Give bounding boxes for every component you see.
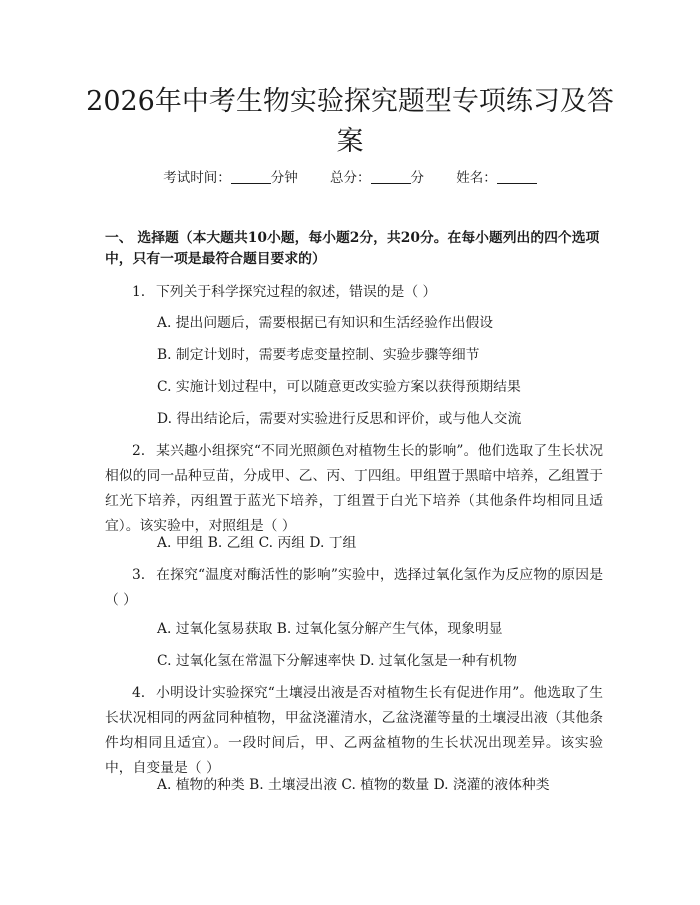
total-score-field <box>330 170 428 186</box>
question-number: 4. <box>132 685 146 701</box>
question-1-option-c: C. 实施计划过程中，可以随意更改实验方案以获得预期结果 <box>157 379 521 395</box>
question-1 <box>105 280 603 305</box>
question-stem: 小明设计实验探究“土壤浸出液是否对植物生长有促进作用”。他选取了生长状况相同的两盆同种植物，甲盆浇灌清水，乙盆浇灌等量的土壤浸出液（其他条件均相同且适宜）。一段时间后，甲、乙两盆植物的生长状况出现差异。该实验中，自变量是（ ） <box>105 685 603 776</box>
question-2 <box>105 439 603 539</box>
question-number: 3. <box>132 567 146 583</box>
exam-time-field <box>163 170 302 186</box>
total-score-unit: 分 <box>410 170 424 186</box>
question-2-options: A. 甲组 B. 乙组 C. 丙组 D. 丁组 <box>157 535 357 551</box>
total-score-label: 总分： <box>330 170 371 186</box>
question-number: 1. <box>132 284 146 300</box>
question-1-option-a: A. 提出问题后，需要根据已有知识和生活经验作出假设 <box>157 315 494 331</box>
question-number: 2. <box>132 443 146 459</box>
section-heading: 一、 选择题（本大题共10小题，每小题2分，共20分。在每小题列出的四个选项中，只有一项是最符合题目要求的） <box>105 230 600 267</box>
question-3-options-ab: A. 过氧化氢易获取 B. 过氧化氢分解产生气体，现象明显 <box>157 621 503 637</box>
question-1-option-d: D. 得出结论后，需要对实验进行反思和评价，或与他人交流 <box>157 411 522 427</box>
total-score-blank <box>371 171 411 184</box>
exam-time-blank <box>231 171 271 184</box>
name-label: 姓名： <box>456 170 497 186</box>
question-stem: 在探究“温度对酶活性的影响”实验中，选择过氧化氢作为反应物的原因是（ ） <box>105 567 603 608</box>
question-stem: 某兴趣小组探究“不同光照颜色对植物生长的影响”。他们选取了生长状况相似的同一品种豆苗，分成甲、乙、丙、丁四组。甲组置于黑暗中培养，乙组置于红光下培养，丙组置于蓝光下培养，丁组置于白光下培养（其他条件均相同且适宜）。该实验中，对照组是（ ） <box>105 443 603 534</box>
exam-time-unit: 分钟 <box>270 170 298 186</box>
name-field <box>456 170 537 186</box>
question-stem: 下列关于科学探究过程的叙述，错误的是（ ） <box>156 284 437 300</box>
question-4 <box>105 681 603 781</box>
document-title: 2026年中考生物实验探究题型专项练习及答案 <box>86 86 614 157</box>
question-1-option-b: B. 制定计划时，需要考虑变量控制、实验步骤等细节 <box>157 347 480 363</box>
exam-time-label: 考试时间： <box>163 170 231 186</box>
name-blank <box>497 171 537 184</box>
question-3 <box>105 563 603 613</box>
exam-info-line <box>0 168 700 188</box>
question-4-options: A. 植物的种类 B. 土壤浸出液 C. 植物的数量 D. 浇灌的液体种类 <box>157 777 550 793</box>
question-3-options-cd: C. 过氧化氢在常温下分解速率快 D. 过氧化氢是一种有机物 <box>157 653 517 669</box>
